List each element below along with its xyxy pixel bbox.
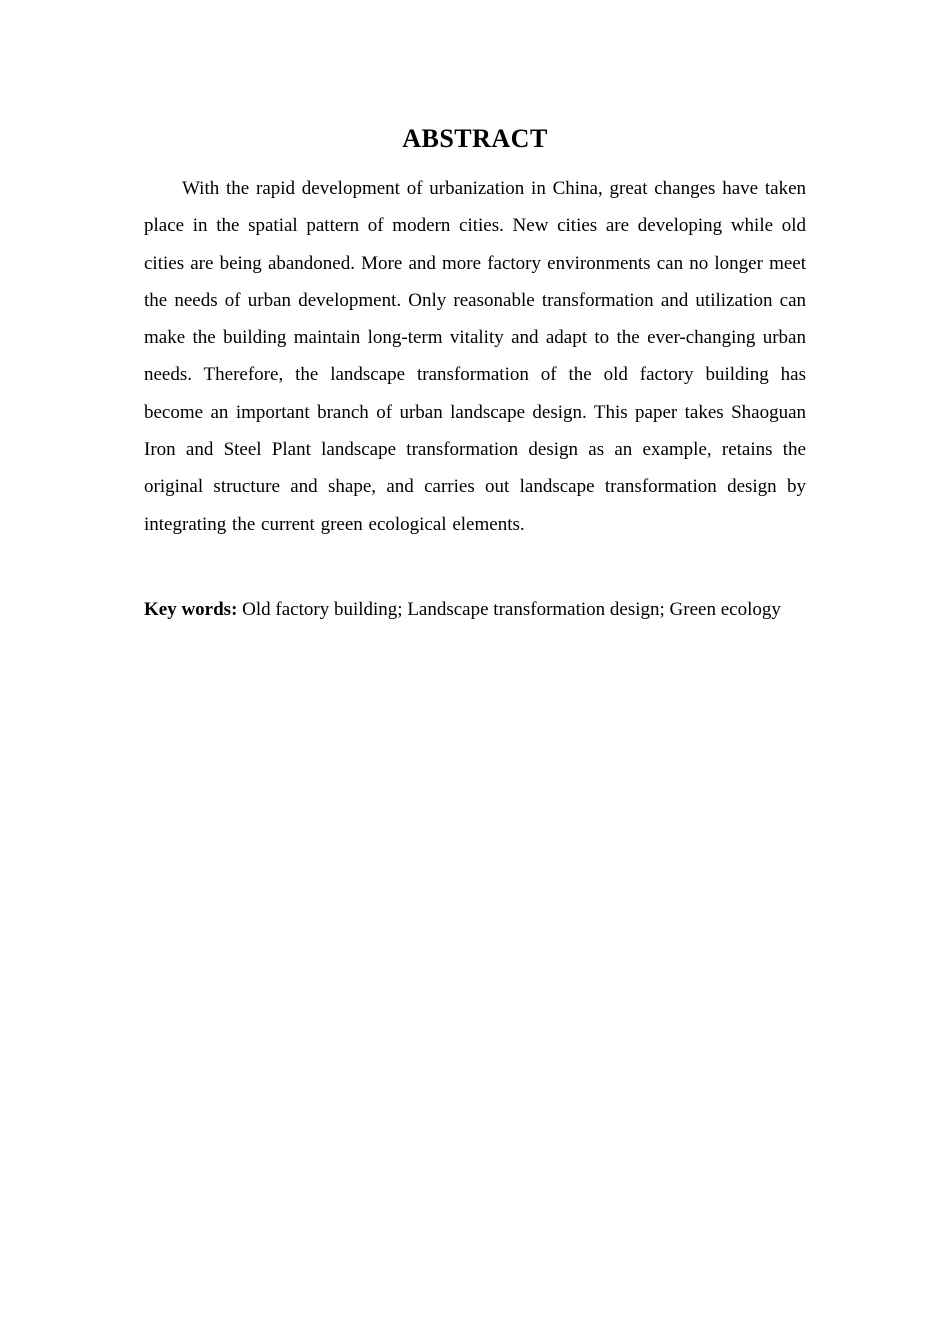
keywords-line xyxy=(144,591,806,628)
abstract-title: ABSTRACT xyxy=(402,124,548,153)
keywords-text: Old factory building; Landscape transformation design; Green ecology xyxy=(237,598,781,620)
keywords-label: Key words: xyxy=(144,598,238,620)
abstract-paragraph: With the rapid development of urbanization in China, great changes have taken place in the spatial pattern of modern cities. New cities are developing while old cities are being abandoned. More and more factory environments can no longer meet the needs of urban development. Only reasonable transformation and utilization can make the building maintain long-term vitality and adapt to the ever-changing urban needs. Therefore, the landscape transformation of the old factory building has become an important branch of urban landscape design. This paper takes Shaoguan Iron and Steel Plant landscape transformation design as an example, retains the original structure and shape, and carries out landscape transformation design by integrating the current green ecological elements. xyxy=(144,178,806,535)
